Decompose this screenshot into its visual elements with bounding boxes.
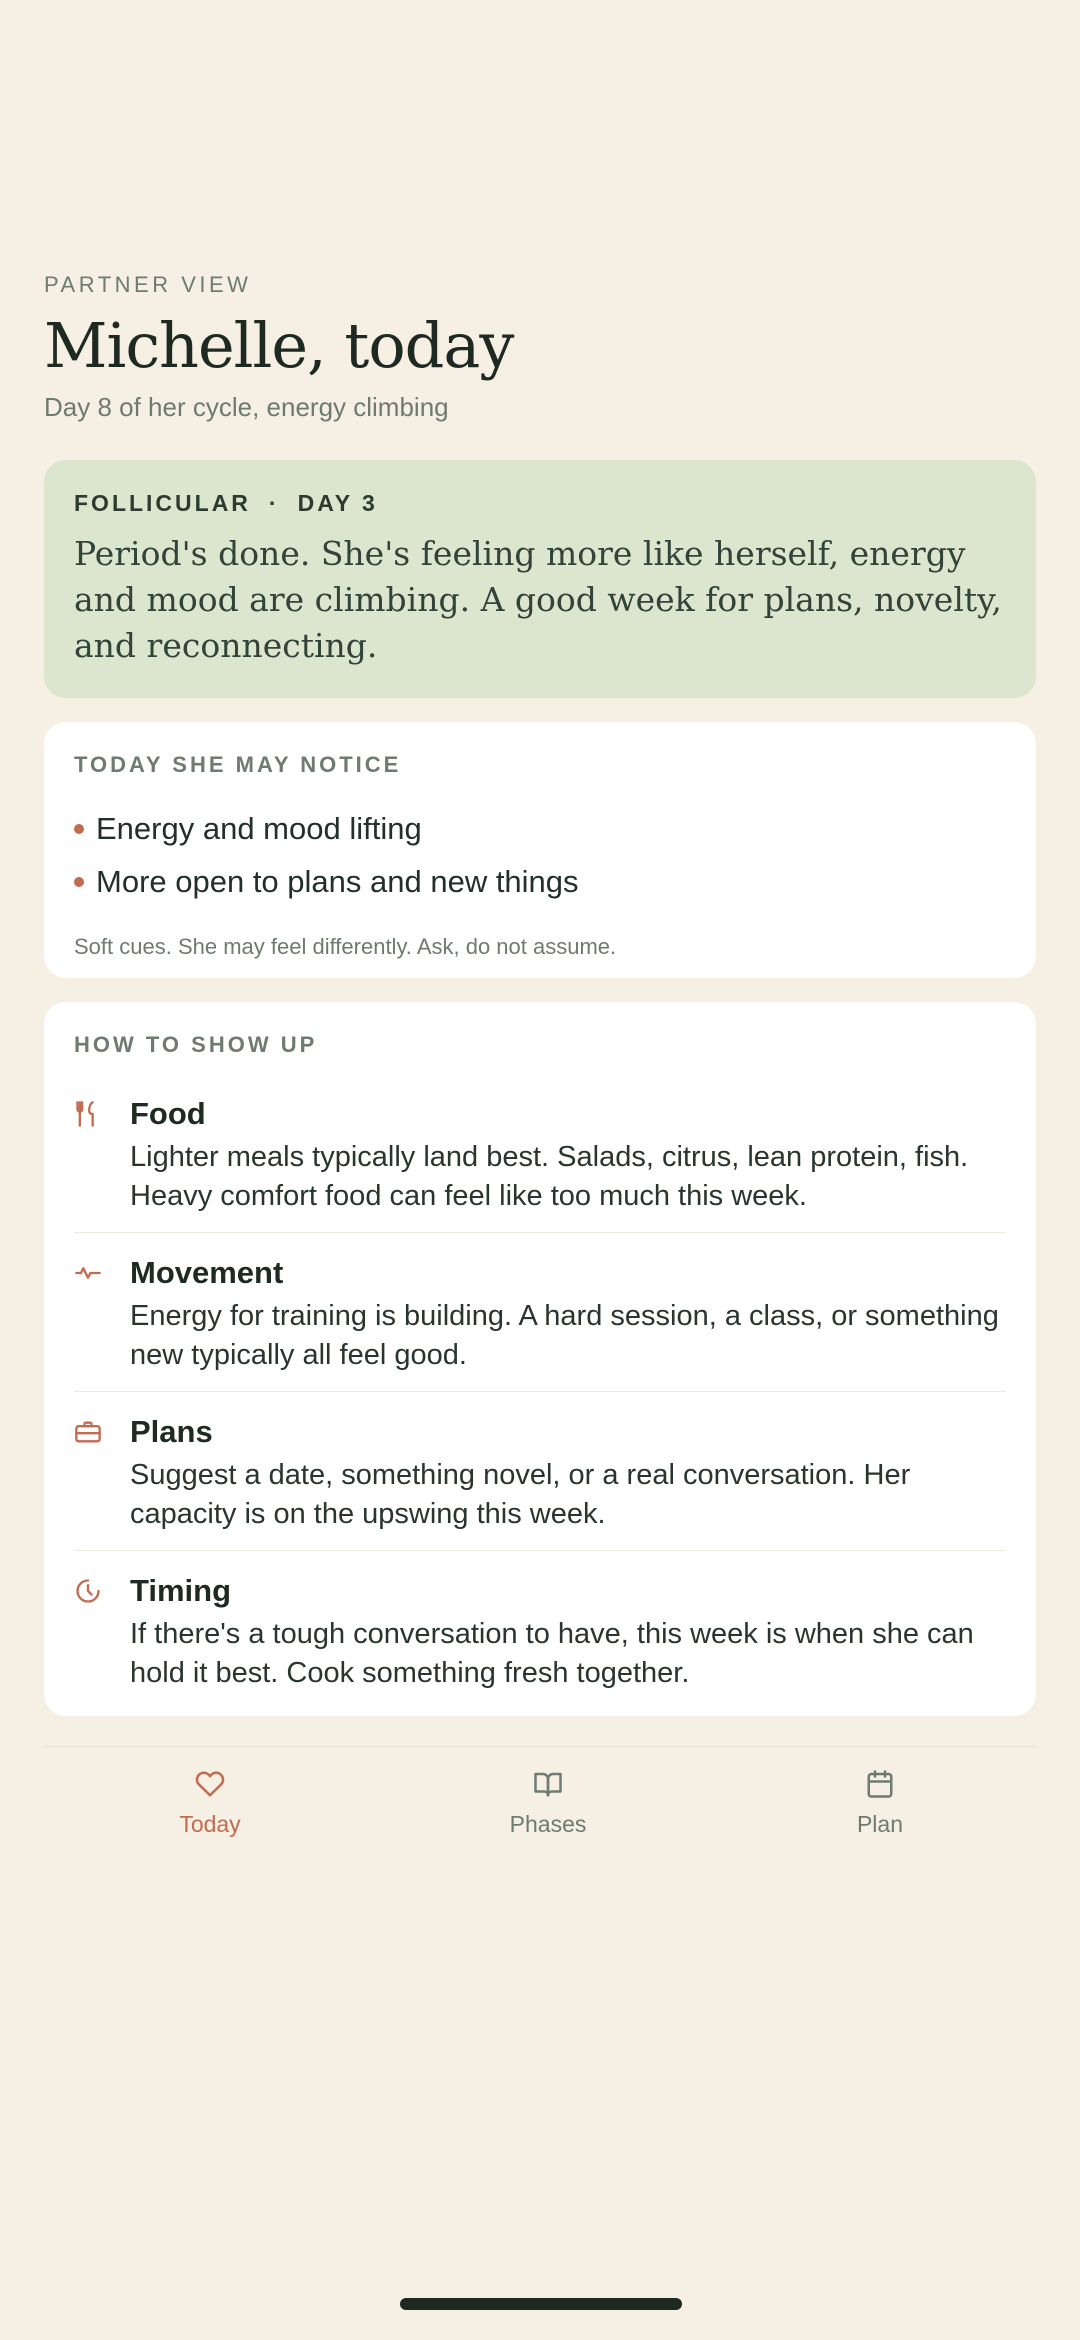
phase-card [44,460,1036,698]
briefcase-icon [74,1414,130,1534]
phase-separator: · [268,490,280,516]
show-up-card-label: HOW TO SHOW UP [74,1032,318,1057]
tip-text: Energy for training is building. A hard session, a class, or something new typically all feel good. [130,1300,999,1371]
tip-title: Plans [130,1414,213,1449]
tip-title: Food [130,1096,206,1131]
heart-icon [195,1769,225,1799]
phase-tag [74,490,1006,517]
bullet-dot-icon [74,824,84,834]
tab-label: Phases [509,1811,587,1837]
notice-card-label: TODAY SHE MAY NOTICE [74,752,402,777]
tip-text: Suggest a date, something novel, or a real conversation. Her capacity is on the upswing this week. [130,1459,911,1530]
tab-label: Today [179,1811,241,1837]
partner-view-label: PARTNER VIEW [44,272,252,297]
cycle-subtitle: Day 8 of her cycle, energy climbing [44,392,449,423]
notice-list [74,802,1006,908]
tab-today[interactable] [130,1769,290,1838]
tip-timing [74,1551,1006,1709]
home-indicator[interactable] [400,2298,682,2310]
tip-plans [74,1392,1006,1551]
activity-icon [74,1255,130,1375]
tip-food [74,1074,1006,1233]
phase-name: FOLLICULAR [74,490,251,516]
tips-list [74,1074,1006,1709]
notice-text: Energy and mood lifting [96,810,422,846]
clock-icon [74,1573,130,1693]
tab-phases[interactable] [468,1769,628,1838]
utensils-icon [74,1096,130,1216]
notice-card [44,722,1036,978]
notice-footnote: Soft cues. She may feel differently. Ask, do not assume. [74,934,617,959]
phase-day: DAY 3 [297,490,378,516]
tip-movement [74,1233,1006,1392]
bottom-tab-bar [44,1746,1036,1856]
tab-plan[interactable] [800,1769,960,1838]
bullet-dot-icon [74,877,84,887]
tip-title: Timing [130,1573,232,1608]
page-title: Michelle, today [44,309,514,382]
tip-title: Movement [130,1255,284,1290]
header [44,272,1036,423]
show-up-card [44,1002,1036,1716]
calendar-icon [865,1769,895,1799]
tip-text: If there's a tough conversation to have, this week is when she can hold it best. Cook something fresh together. [130,1618,974,1689]
list-item [74,855,1006,908]
tab-label: Plan [856,1811,904,1837]
notice-text: More open to plans and new things [96,863,579,899]
list-item [74,802,1006,855]
tip-text: Lighter meals typically land best. Salads, citrus, lean protein, fish. Heavy comfort food can feel like too much this week. [130,1141,969,1212]
phase-description: Period's done. She's feeling more like herself, energy and mood are climbing. A good week for plans, novelty, and reconnecting. [74,534,1002,665]
book-icon [533,1769,563,1799]
